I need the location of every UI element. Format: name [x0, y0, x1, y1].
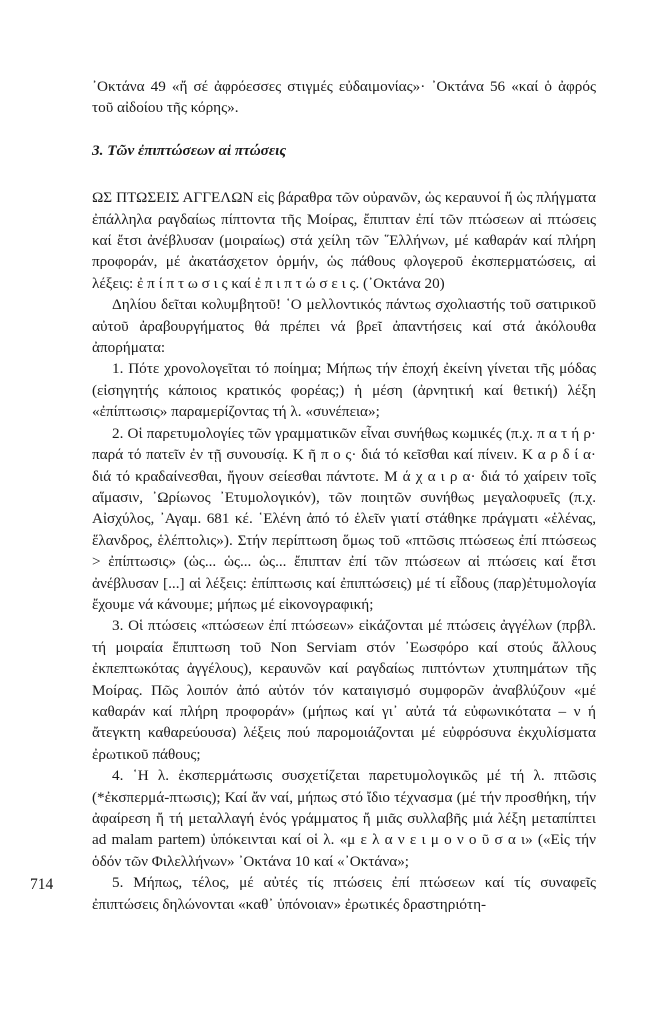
list-item: 3. Οἱ πτώσεις «πτώσεων ἐπί πτώσεων» εἰκάζονται μέ πτώσεις ἀγγέλων (πρβλ. τή μοιραία ἔπιπτωση τοῦ Non Serviam στόν ᾽Εωσφόρο καί στούς ἄλλους ἐκπεπτωκότας ἀγγέλους), κεραυνῶν καί ραγδαίως πιπτόντων χτυπημάτων τῆς Μοίρας. Πῶς λοιπόν ἀπό αὐτόν τόν καταιγισμό συμφορῶν ἀναβλύζουν «μέ καθαράν καί πλήρη προφοράν» (μήπως καί γι᾽ αὐτά τά εὐφωνικότατα – ν ή ἄτεγκτη καθαρεύουσα) λέξεις πού παρομοιάζονται μέ εὐφρόσυνα ἐκχυλίσματα ἐρωτικοῦ πάθους; [92, 617, 596, 763]
paragraph: ΩΣ ΠΤΩΣΕΙΣ ΑΓΓΕΛΩΝ εἰς βάραθρα τῶν οὐρανῶν, ὡς κεραυνοί ἤ ὡς πλήγματα ἐπάλληλα ραγδαίως πίπτοντα τῆς Μοίρας, ἔπιπταν ἐπί τῶν πτώσεων αἱ πτώσεις καί ἔτσι ἀνέβλυσαν (μοιραίως) στά χείλη τῶν ῞Ελλήνων, μέ καθαράν καί πλήρη προφοράν, μέ ἀκατάσχετον ὁρμήν, ὡς πάθους φλογεροῦ ἐκσπερματώσεις, αἱ λέξεις: ἐ π ί π τ ω σ ι ς καί ἐ π ι π τ ώ σ ε ι ς. (᾽Οκτάνα 20) [92, 189, 596, 292]
list-item: 1. Πότε χρονολογεῖται τό ποίημα; Μήπως τήν ἐποχή ἐκείνη γίνεται τῆς μόδας (εἰσηγητής κάποιος κρατικός φορέας;) ἡ μέση (ἀρνητική καί θετική) λέξη «ἐπίπτωσις» παραμερίζοντας τή λ. «συνέπεια»; [92, 360, 596, 421]
main-text [92, 76, 596, 915]
list-item: 2. Οἱ παρετυμολογίες τῶν γραμματικῶν εἶναι συνήθως κωμικές (π.χ. π α τ ή ρ· παρά τό πατεῖν ἐν τῇ συνουσίᾳ. Κ ῆ π ο ς· διά τό κεῖσθαι καί πίνειν. Κ α ρ δ ί α· διά τό κραδαίνεσθαι, ἤγουν σείεσθαι πάντοτε. Μ ά χ α ι ρ α· διά τό χαίρειν τοῖς αἵμασιν, ᾽Ωρίωνος ᾽Ετυμολογικόν), τῶν ποιητῶν συνήθως μεγαλοφυεῖς (π.χ. Αἰσχύλος, ᾽Αγαμ. 681 κέ. ῾Ελένη ἀπό τό ἑλεῖν γιατί στάθηκε πράγματι «ἑλένας, ἕλανδρος, ἑλέπτολις»). Στήν περίπτωση ὅμως τοῦ «πτῶσις πτώσεως ἐπί πτώσεως > ἐπίπτωσις» (ὡς... ὡς... ὡς... ἔπιπταν ἐπί τῶν πτώσεων αἱ πτώσεις καί ἔτσι ἀνέβλυσαν [...] αἱ λέξεις: ἐπίπτωσις καί ἐπιπτώσεις) μέ τί εἶδους (παρ)ἐτυμολογία ἔχουμε νά κάνουμε; μήπως μέ εἰκονογραφική; [92, 424, 596, 613]
section-heading: 3. Τῶν ἐπιπτώσεων αἱ πτώσεις [92, 141, 287, 159]
list-item: 4. ῾Η λ. ἐκσπερμάτωσις συσχετίζεται παρετυμολογικῶς μέ τή λ. πτῶσις (*ἐκσπερμά-πτωσις); Καί ἄν ναί, μήπως στό ἴδιο τέχνασμα (μέ τήν προσθήκη, τήν ἀφαίρεση ἤ τή μεταλλαγή ἑνός γράμματος ἤ μιᾶς συλλαβῆς μιά λέξη μεταπίπτει ad malam partem) ὑπόκεινται καί οἱ λ. «μ ε λ α ν ε ι μ ο ν ο ῦ σ α ι» («Εἰς τήν ὁδόν τῶν Φιλελλήνων» ᾽Οκτάνα 10 καί «᾽Οκτάνα»; [92, 767, 596, 870]
page-number: 714 [30, 876, 54, 893]
intro-paragraph: ᾽Οκτάνα 49 «ἤ σέ ἀφρόεσσες στιγμές εὐδαιμονίας»· ᾽Οκτάνα 56 «καί ὁ ἀφρός τοῦ αἰδοίου τῆς κόρης». [92, 78, 596, 117]
list-item: 5. Μήπως, τέλος, μέ αὐτές τίς πτώσεις ἐπί πτώσεων καί τίς συναφεῖς ἐπιπτώσεις δηλώνονται «καθ᾽ ὑπόνοιαν» ἐρωτικές δραστηριότη- [92, 874, 596, 913]
paragraph: Δηλίου δεῖται κολυμβητοῦ! ῾Ο μελλοντικός πάντως σχολιαστής τοῦ σατιρικοῦ αὐτοῦ ἀραβουργήματος θά πρέπει νά βρεῖ ἀπαντήσεις καί στά ἀκόλουθα ἀπορήματα: [92, 296, 596, 357]
